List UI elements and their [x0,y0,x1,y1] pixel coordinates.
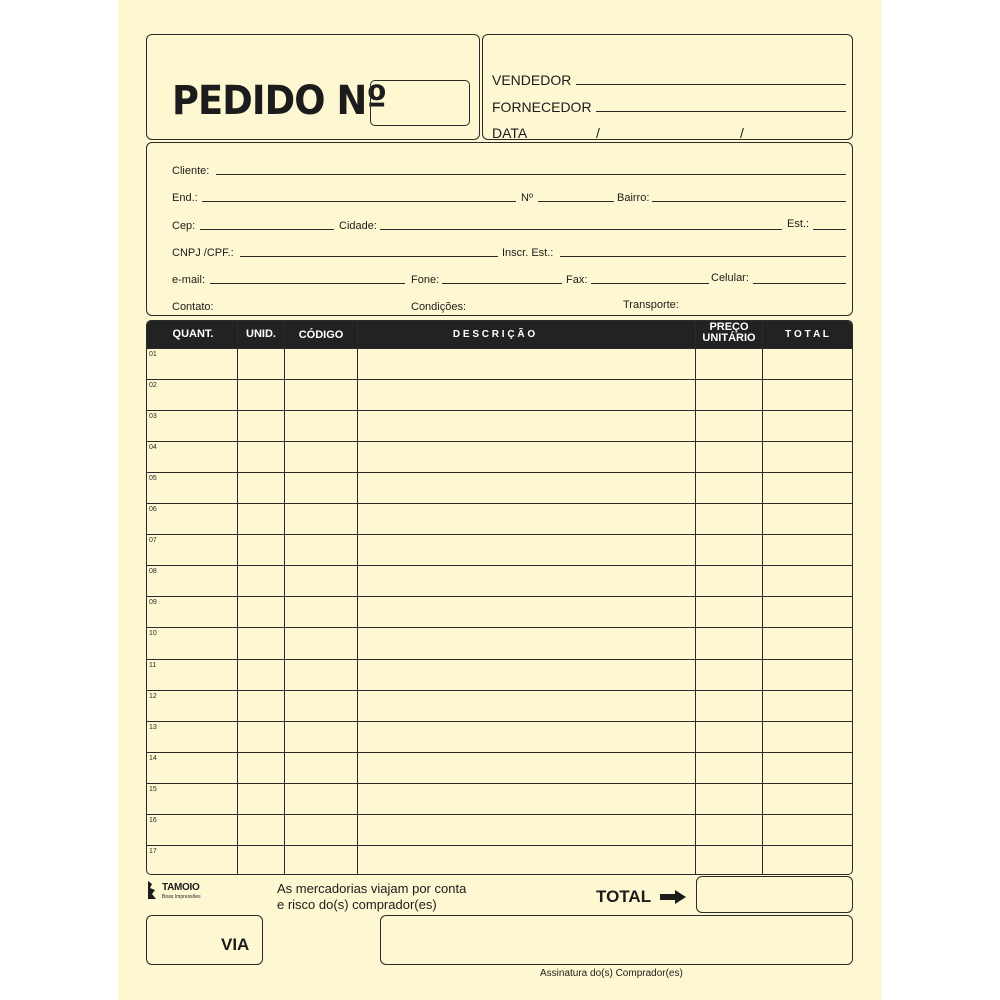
grand-total-label: TOTAL [596,887,652,906]
fone-field[interactable] [442,283,562,284]
cep-field[interactable] [200,229,334,230]
vendedor-label: VENDEDOR [492,72,572,88]
table-header [147,321,852,348]
table-row[interactable] [147,379,852,410]
row-number: 11 [149,661,157,669]
cnpj-cpf-label: CNPJ /CPF.: [172,247,234,259]
logo-name: TAMOIO [162,882,200,893]
table-row[interactable] [147,627,852,658]
inscricao-estadual-label: Inscr. Est.: [502,247,554,259]
celular-label: Celular: [711,272,749,284]
fax-field[interactable] [591,283,709,284]
logo-mark-icon [146,880,158,900]
column-divider [762,321,763,874]
row-number: 03 [149,413,157,421]
grand-total-field[interactable] [696,876,853,913]
fax-label: Fax: [566,274,588,286]
inscricao-estadual-field[interactable] [560,256,846,257]
col-unid: UNID. [246,328,276,340]
row-number: 17 [149,847,157,855]
endereco-label: End.: [172,192,198,204]
column-divider [695,321,696,874]
date-separator: / [740,125,744,141]
numero-label: Nº [521,192,533,204]
order-number-field[interactable] [370,80,470,126]
transporte-label: Transporte: [623,299,679,311]
notice-line-1: As mercadorias viajam por conta [277,881,467,896]
row-number: 09 [149,599,157,607]
cidade-label: Cidade: [339,220,377,232]
celular-field[interactable] [753,283,846,284]
table-row[interactable] [147,410,852,441]
table-row[interactable] [147,503,852,534]
col-total: T O T A L [785,329,829,340]
row-number: 13 [149,723,157,731]
email-field[interactable] [210,283,405,284]
row-number: 07 [149,537,157,545]
row-number: 16 [149,816,157,824]
cliente-label: Cliente: [172,165,210,177]
cep-label: Cep: [172,220,196,232]
via-label: VIA [221,935,250,954]
email-label: e-mail: [172,274,206,286]
items-table [146,320,853,875]
logo-subtitle: Boas Impressões [162,894,201,900]
table-row[interactable] [147,441,852,472]
col-preco-line1: PREÇO [709,321,749,333]
row-number: 10 [149,630,157,638]
signature-field[interactable] [380,915,853,965]
date-separator: / [596,125,600,141]
column-divider [357,321,358,874]
table-row[interactable] [147,814,852,845]
column-divider [284,321,285,874]
col-codigo: CÓDIGO [298,329,344,341]
column-divider [237,321,238,874]
contato-label: Contato: [172,301,214,313]
notice-line-2: e risco do(s) comprador(es) [277,897,437,912]
row-number: 01 [149,351,157,358]
row-number: 12 [149,692,157,700]
estado-label: Est.: [787,218,810,230]
bairro-field[interactable] [652,201,846,202]
col-descricao: D E S C R I Ç Ã O [452,329,536,340]
estado-field[interactable] [813,229,846,230]
table-row[interactable] [147,659,852,690]
arrow-right-icon [660,890,686,904]
order-title: PEDIDO Nº [172,78,387,124]
table-row[interactable] [147,845,852,875]
col-preco [697,322,761,344]
row-number: 06 [149,506,157,514]
vendedor-field[interactable] [576,84,846,85]
table-row[interactable] [147,348,852,379]
cnpj-cpf-field[interactable] [240,256,498,257]
col-preco-line2: UNITÁRIO [702,332,756,344]
endereco-field[interactable] [202,201,516,202]
row-number: 02 [149,382,157,390]
row-number: 05 [149,475,157,483]
data-label: DATA [492,125,528,141]
table-row[interactable] [147,596,852,627]
fornecedor-label: FORNECEDOR [492,99,592,115]
signature-label: Assinatura do(s) Comprador(es) [540,968,683,979]
row-number: 08 [149,568,157,576]
cliente-field[interactable] [216,174,846,175]
table-row[interactable] [147,721,852,752]
table-row[interactable] [147,565,852,596]
bairro-label: Bairro: [617,192,650,204]
shipping-notice [277,881,466,913]
table-row[interactable] [147,783,852,814]
col-quant: QUANT. [172,328,214,340]
table-row[interactable] [147,472,852,503]
row-number: 04 [149,444,157,452]
condicoes-label: Condições: [411,301,467,313]
fornecedor-field[interactable] [596,111,846,112]
row-number: 14 [149,754,157,762]
row-number: 15 [149,785,157,793]
cidade-field[interactable] [380,229,782,230]
table-row[interactable] [147,690,852,721]
fone-label: Fone: [411,274,440,286]
table-row[interactable] [147,534,852,565]
numero-field[interactable] [538,201,614,202]
table-row[interactable] [147,752,852,783]
